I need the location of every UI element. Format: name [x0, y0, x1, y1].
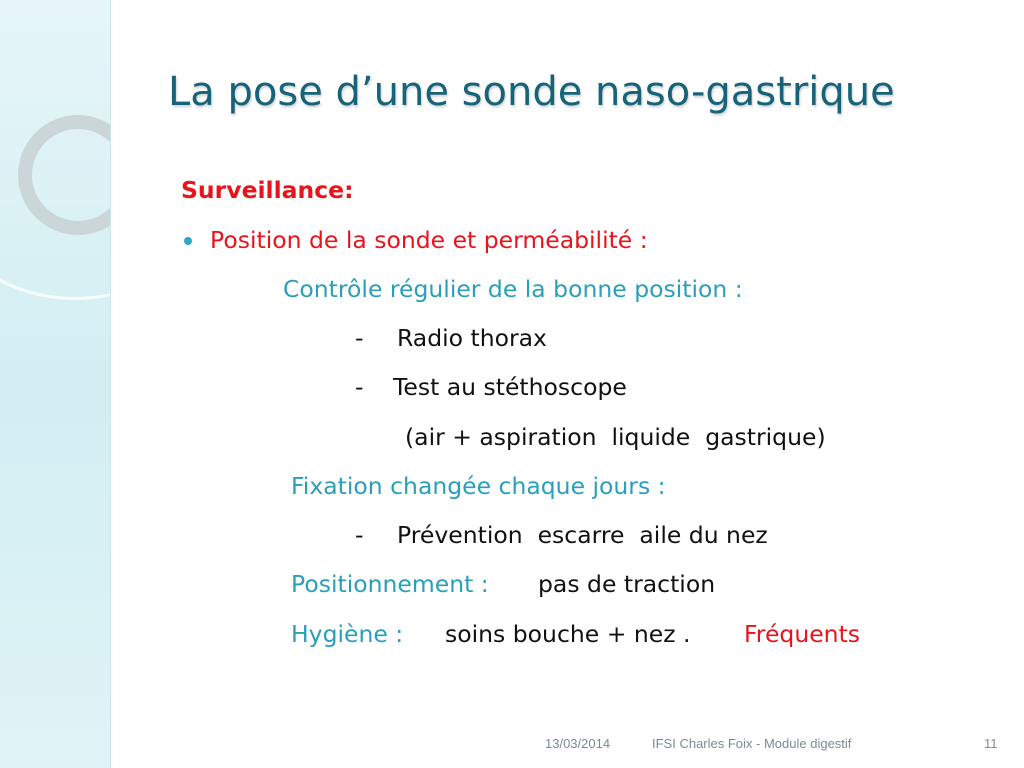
- hygiene-value: soins bouche + nez .: [445, 620, 691, 648]
- page-number: 11: [984, 736, 998, 751]
- control-heading: Contrôle régulier de la bonne position :: [283, 275, 743, 303]
- dash: -: [355, 324, 364, 352]
- test-item: Test au stéthoscope: [393, 373, 627, 401]
- dash: -: [355, 521, 364, 549]
- prevention-item: Prévention escarre aile du nez: [397, 521, 768, 549]
- hygiene-emphasis: Fréquents: [744, 620, 861, 648]
- decorative-sidebar: [0, 0, 110, 768]
- positioning-value: pas de traction: [538, 570, 716, 598]
- dash: -: [355, 373, 364, 401]
- fixation-heading: Fixation changée chaque jours :: [291, 472, 666, 500]
- footer-date: 13/03/2014: [545, 736, 611, 751]
- positioning-label: Positionnement :: [291, 570, 489, 598]
- test-detail: (air + aspiration liquide gastrique): [405, 423, 826, 451]
- radio-item: Radio thorax: [397, 324, 547, 352]
- slide-title: La pose d’une sonde naso-gastrique: [168, 69, 895, 115]
- sidebar-divider: [110, 0, 111, 768]
- bullet-icon: [184, 237, 192, 245]
- hygiene-label: Hygiène :: [291, 620, 404, 648]
- bullet-item: Position de la sonde et perméabilité :: [210, 226, 648, 254]
- section-heading: Surveillance:: [181, 176, 354, 204]
- footer-title: IFSI Charles Foix - Module digestif: [652, 736, 852, 751]
